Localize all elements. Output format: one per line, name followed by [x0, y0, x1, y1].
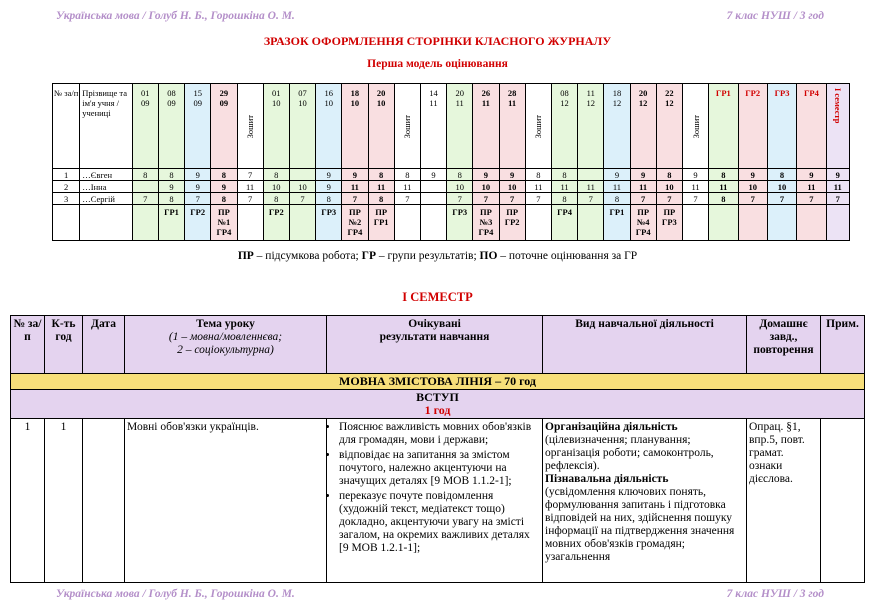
grade-cell: 7 [342, 193, 368, 205]
grade-cell: 7 [473, 193, 499, 205]
col-topic [125, 316, 327, 374]
semester-title: І СЕМЕСТР [402, 290, 473, 304]
journal-col-num: № за/п [53, 84, 80, 169]
empty-cell [767, 205, 796, 241]
grade-cell: 10 [263, 181, 289, 193]
grade-cell: 9 [211, 181, 237, 193]
gr-grade: 7 [767, 193, 796, 205]
col-results-label1: Очікувані [408, 318, 461, 330]
gr-grade: 11 [709, 181, 738, 193]
grade-cell: 9 [316, 181, 342, 193]
lesson-topic: Мовні обов'язки українців. [125, 419, 327, 583]
date-cell: 20 10 [368, 84, 394, 169]
legend-po: ПО [479, 250, 498, 262]
gr-marker [682, 205, 708, 241]
grade-cell [578, 169, 604, 181]
col-topic-note1: (1 – мовна/мовленнєва; [168, 331, 283, 343]
lesson-notes [821, 419, 865, 583]
semester-grade: 11 [826, 181, 849, 193]
student-name: …Євген [80, 169, 132, 181]
gr-grade: 10 [738, 181, 767, 193]
legend [0, 250, 875, 262]
gr-marker-row [53, 205, 850, 241]
grade-cell: 8 [551, 169, 577, 181]
student-row [53, 193, 850, 205]
empty-cell [826, 205, 849, 241]
date-cell: 20 12 [630, 84, 656, 169]
gr-grade: 9 [738, 169, 767, 181]
grade-cell [132, 181, 158, 193]
grade-cell: 7 [525, 193, 551, 205]
notebook-col: Зошит [682, 84, 708, 169]
header-left: Українська мова / Голуб Н. Б., Горошкіна О. М. [56, 10, 295, 22]
semester-col-header: І семестр [826, 84, 849, 169]
gr-grade: 7 [797, 193, 826, 205]
student-row [53, 169, 850, 181]
grade-cell: 8 [263, 193, 289, 205]
grade-cell: 11 [394, 181, 420, 193]
col-num: № за/п [11, 316, 45, 374]
section-name: ВСТУП [416, 390, 459, 404]
date-cell: 22 12 [656, 84, 682, 169]
col-notes: Прим. [821, 316, 865, 374]
header-right: 7 клас НУШ / 3 год [726, 10, 824, 22]
col-topic-note2: 2 – соціокультурна) [177, 344, 274, 356]
gr-header: ГР4 [797, 84, 826, 169]
journal-date-row [53, 84, 850, 169]
grade-cell: 8 [263, 169, 289, 181]
grade-cell: 9 [630, 169, 656, 181]
grade-cell: 7 [185, 193, 211, 205]
gr-marker: ГР3 [447, 205, 473, 241]
grade-cell [289, 169, 315, 181]
date-cell: 20 11 [447, 84, 473, 169]
gr-grade: 11 [797, 181, 826, 193]
journal-subtitle: Перша модель оцінювання [367, 58, 508, 70]
grade-cell: 9 [316, 169, 342, 181]
grade-cell: 9 [499, 169, 525, 181]
gr-marker: ПР №4 ГР4 [630, 205, 656, 241]
date-cell: 08 12 [551, 84, 577, 169]
grade-cell: 8 [551, 193, 577, 205]
grade-cell: 8 [447, 169, 473, 181]
grade-cell: 8 [368, 169, 394, 181]
grade-cell: 10 [289, 181, 315, 193]
grade-cell: 8 [368, 193, 394, 205]
gr-marker: ПР ГР2 [499, 205, 525, 241]
grade-cell: 8 [158, 169, 184, 181]
student-num: 3 [53, 193, 80, 205]
grade-cell: 8 [211, 193, 237, 205]
grade-cell: 7 [630, 193, 656, 205]
grade-cell: 10 [656, 181, 682, 193]
journal-col-name: Прізвище та ім'я учня / учениці [80, 84, 132, 169]
grade-cell: 9 [185, 169, 211, 181]
grade-cell: 11 [630, 181, 656, 193]
grade-cell: 11 [525, 181, 551, 193]
activity-heading-1: Організаційна діяльність [545, 421, 678, 433]
activity-text-1: (цілевизначення; планування; організація роботи; самоконтроль, рефлексія). [545, 434, 714, 472]
col-homework: Домашнє завд., повторення [747, 316, 821, 374]
footer-right: 7 клас НУШ / 3 год [726, 588, 824, 600]
grade-cell: 8 [394, 169, 420, 181]
footer-left: Українська мова / Голуб Н. Б., Горошкіна О. М. [56, 588, 295, 600]
student-num: 2 [53, 181, 80, 193]
notebook-col: Зошит [237, 84, 263, 169]
grade-cell: 7 [578, 193, 604, 205]
grade-cell: 11 [682, 181, 708, 193]
grade-cell: 9 [420, 169, 446, 181]
gr-marker [237, 205, 263, 241]
journal-table [52, 83, 850, 241]
lesson-activity [543, 419, 747, 583]
gr-marker: ГР3 [316, 205, 342, 241]
grade-cell: 9 [158, 181, 184, 193]
grade-cell: 7 [656, 193, 682, 205]
gr-grade: 8 [767, 169, 796, 181]
grade-cell: 8 [316, 193, 342, 205]
gr-marker [394, 205, 420, 241]
gr-marker [289, 205, 315, 241]
grade-cell: 7 [289, 193, 315, 205]
section-title [11, 390, 865, 419]
semester-grade: 7 [826, 193, 849, 205]
grade-cell: 8 [656, 169, 682, 181]
date-cell: 16 10 [316, 84, 342, 169]
grade-cell: 7 [499, 193, 525, 205]
gr-marker [525, 205, 551, 241]
gr-marker: ПР ГР1 [368, 205, 394, 241]
gr-marker: ПР №1 ГР4 [211, 205, 237, 241]
gr-grade: 10 [767, 181, 796, 193]
gr-marker: ПР №2 ГР4 [342, 205, 368, 241]
grade-cell: 11 [237, 181, 263, 193]
result-item: • Пояснює важливість мовних обов'язків для громадян, мови і держави; [339, 421, 540, 447]
lesson-header-row [11, 316, 865, 374]
grade-cell: 8 [604, 193, 630, 205]
gr-marker [132, 205, 158, 241]
activity-heading-2: Пізнавальна діяльність [545, 473, 669, 485]
grade-cell: 9 [473, 169, 499, 181]
gr-marker: ПР ГР3 [656, 205, 682, 241]
gr-grade: 8 [709, 193, 738, 205]
grade-cell: 7 [682, 193, 708, 205]
date-cell: 18 12 [604, 84, 630, 169]
grade-cell: 7 [394, 193, 420, 205]
page-header [0, 10, 875, 28]
lesson-homework: Опрац. §1, впр.5, повт. грамат. ознаки дієслова. [747, 419, 821, 583]
date-cell: 07 10 [289, 84, 315, 169]
grade-cell: 8 [132, 169, 158, 181]
result-item: • відповідає на запитання за змістом почутого, належно акцентуючи на значущих деталях [9 МОВ 1.1.2-1]; [339, 449, 540, 488]
date-cell: 26 11 [473, 84, 499, 169]
date-cell: 14 11 [420, 84, 446, 169]
lesson-plan-table [10, 315, 865, 583]
date-cell: 01 10 [263, 84, 289, 169]
gr-grade: 8 [709, 169, 738, 181]
grade-cell: 9 [604, 169, 630, 181]
grade-cell: 10 [447, 181, 473, 193]
legend-pr-text: – підсумкова робота; [253, 250, 362, 262]
empty-cell [738, 205, 767, 241]
grade-cell: 8 [525, 169, 551, 181]
gr-grade: 7 [738, 193, 767, 205]
lesson-num: 1 [11, 419, 45, 583]
date-cell: 08 09 [158, 84, 184, 169]
content-line-row [11, 374, 865, 390]
gr-marker: ГР4 [551, 205, 577, 241]
journal-title: ЗРАЗОК ОФОРМЛЕННЯ СТОРІНКИ КЛАСНОГО ЖУРНАЛУ [263, 34, 612, 48]
grade-cell: 10 [499, 181, 525, 193]
result-item: • переказує почуте повідомлення (художній текст, медіатекст тощо) докладно, акцентуючи увагу на змісті загалом, на окремих важливих деталях [9 МОВ 1.2.1-1]; [339, 490, 540, 555]
lesson-results [327, 419, 543, 583]
grade-cell: 11 [578, 181, 604, 193]
gr-grade: 9 [797, 169, 826, 181]
grade-cell: 10 [473, 181, 499, 193]
legend-gr-text: – групи результатів; [375, 250, 480, 262]
gr-marker: ГР2 [263, 205, 289, 241]
grade-cell: 11 [551, 181, 577, 193]
gr-marker: ПР №3 ГР4 [473, 205, 499, 241]
grade-cell: 7 [237, 169, 263, 181]
empty-cell [80, 205, 132, 241]
empty-cell [53, 205, 80, 241]
grade-cell: 9 [342, 169, 368, 181]
grade-cell: 8 [211, 169, 237, 181]
grade-cell: 11 [342, 181, 368, 193]
col-date: Дата [83, 316, 125, 374]
gr-marker [578, 205, 604, 241]
grade-cell: 7 [447, 193, 473, 205]
gr-marker: ГР1 [158, 205, 184, 241]
col-results-label2: результати навчання [379, 331, 490, 343]
date-cell: 18 10 [342, 84, 368, 169]
content-line: МОВНА ЗМІСТОВА ЛІНІЯ – 70 год [11, 374, 865, 390]
date-cell: 11 12 [578, 84, 604, 169]
gr-header: ГР3 [767, 84, 796, 169]
grade-cell [420, 193, 446, 205]
col-topic-label: Тема уроку [196, 318, 255, 330]
gr-marker: ГР1 [604, 205, 630, 241]
gr-marker [420, 205, 446, 241]
gr-header: ГР1 [709, 84, 738, 169]
grade-cell: 11 [604, 181, 630, 193]
lesson-date [83, 419, 125, 583]
lesson-hours: 1 [45, 419, 83, 583]
grade-cell: 7 [132, 193, 158, 205]
grade-cell: 9 [682, 169, 708, 181]
empty-cell [797, 205, 826, 241]
legend-gr: ГР [361, 250, 376, 262]
date-cell: 15 09 [185, 84, 211, 169]
student-name: …Сергій [80, 193, 132, 205]
date-cell: 28 11 [499, 84, 525, 169]
student-num: 1 [53, 169, 80, 181]
section-hours: 1 год [424, 403, 451, 417]
grade-cell: 8 [158, 193, 184, 205]
date-cell: 01 09 [132, 84, 158, 169]
student-row [53, 181, 850, 193]
page-footer [0, 588, 875, 606]
activity-text-2: (усвідомлення ключових понять, формулювання запитань і підготовка відповідей на них, здійснення пошуку інформації на підтвердження значення мовних обов'язків громадян; узагальнення [545, 486, 735, 563]
notebook-col: Зошит [525, 84, 551, 169]
gr-marker: ГР2 [185, 205, 211, 241]
notebook-col: Зошит [394, 84, 420, 169]
gr-header: ГР2 [738, 84, 767, 169]
grade-cell: 7 [237, 193, 263, 205]
lesson-row [11, 419, 865, 583]
semester-grade: 9 [826, 169, 849, 181]
student-name: …Інна [80, 181, 132, 193]
section-row [11, 390, 865, 419]
empty-cell [709, 205, 738, 241]
grade-cell [420, 181, 446, 193]
legend-pr: ПР [237, 250, 254, 262]
date-cell: 29 09 [211, 84, 237, 169]
legend-po-text: – поточне оцінювання за ГР [497, 250, 638, 262]
grade-cell: 9 [185, 181, 211, 193]
col-hours: К-ть год [45, 316, 83, 374]
grade-cell: 11 [368, 181, 394, 193]
col-results [327, 316, 543, 374]
col-activity: Вид навчальної діяльності [543, 316, 747, 374]
